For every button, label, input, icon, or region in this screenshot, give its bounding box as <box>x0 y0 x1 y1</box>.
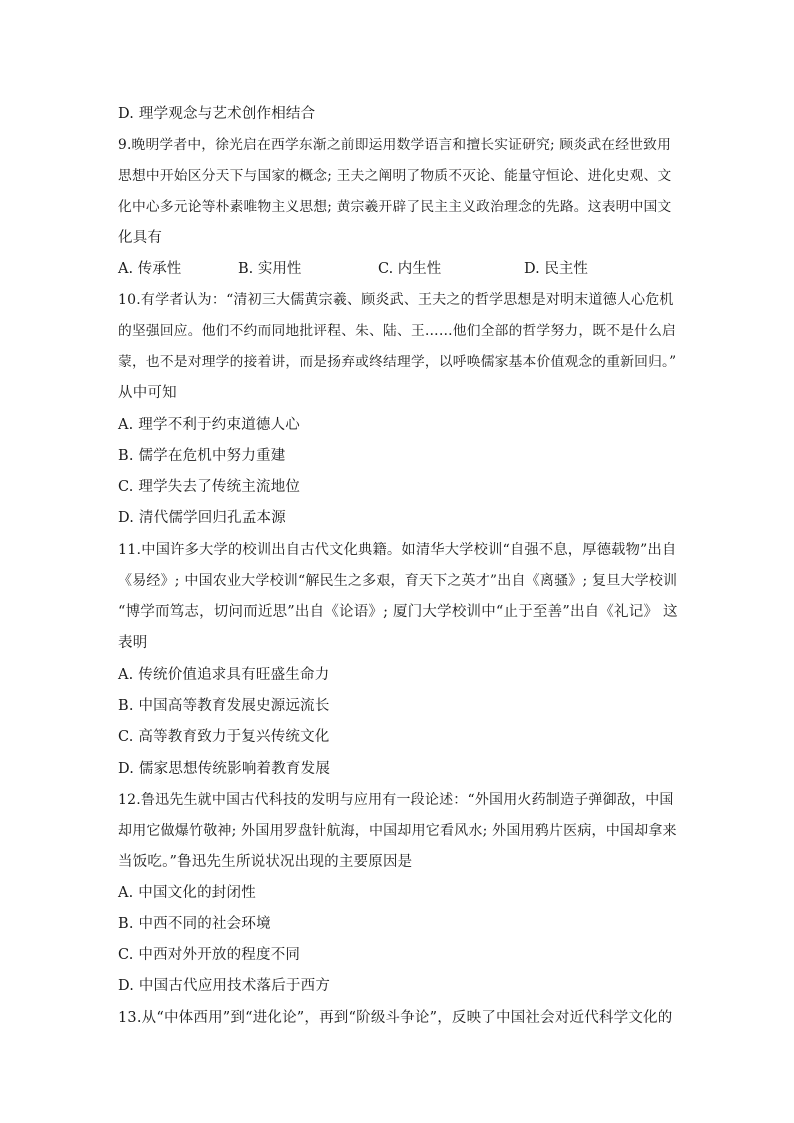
q12-option-c: C. 中西对外开放的程度不同 <box>118 947 301 963</box>
q10-option-b: B. 儒学在危机中努力重建 <box>118 448 286 464</box>
q12-stem-line: 12.鲁迅先生就中国古代科技的发明与应用有一段论述：“外国用火药制造子弹御敌，中国 <box>118 792 674 808</box>
q10-stem-line: 蒙，也不是对理学的接着讲，而是扬弃或终结理学，以呼唤儒家基本价值观念的重新回归。” <box>118 354 677 370</box>
q12-option-b: B. 中西不同的社会环境 <box>118 916 271 932</box>
q12-stem-line: 当饭吃。”鲁迅先生所说状况出现的主要原因是 <box>118 854 413 870</box>
q10-stem-line: 的坚强回应。他们不约而同地批评程、朱、陆、王……他们全部的哲学努力，既不是什么启 <box>118 323 677 339</box>
q10-stem-line: 从中可知 <box>118 385 177 401</box>
q10-option-c: C. 理学失去了传统主流地位 <box>118 479 301 495</box>
q9-option-c: C. 内生性 <box>378 261 442 277</box>
q9-option-a: A. 传承性 <box>118 261 182 277</box>
q11-stem-line: 《易经》; 中国农业大学校训“解民生之多艰，育天下之英才”出自《离骚》; 复旦大学校训 <box>118 573 678 589</box>
q9-options <box>118 260 678 278</box>
q9-option-b: B. 实用性 <box>238 261 302 277</box>
q11-option-a: A. 传统价值追求具有旺盛生命力 <box>118 667 330 683</box>
q11-option-b: B. 中国高等教育发展史源远流长 <box>118 698 330 714</box>
q9-option-d: D. 民主性 <box>524 261 588 277</box>
q12-option-a: A. 中国文化的封闭性 <box>118 885 256 901</box>
q11-stem-line: 11.中国许多大学的校训出自古代文化典籍。如清华大学校训“自强不息，厚德载物”出自 <box>118 542 677 558</box>
q12-option-d: D. 中国古代应用技术落后于西方 <box>118 978 331 994</box>
q9-stem-line: 化中心多元论等朴素唯物主义思想; 黄宗羲开辟了民主主义政治理念的先路。这表明中国文 <box>118 199 672 215</box>
q11-stem-line: 表明 <box>118 635 148 651</box>
q10-option-d: D. 清代儒学回归孔孟本源 <box>118 510 286 526</box>
q10-stem-line: 10.有学者认为：“清初三大儒黄宗羲、顾炎武、王夫之的哲学思想是对明末道德人心危机 <box>118 292 674 308</box>
q11-option-d: D. 儒家思想传统影响着教育发展 <box>118 761 331 777</box>
q11-stem-line: “博学而笃志，切问而近思”出自《论语》; 厦门大学校训中“止于至善”出自《礼记》 这 <box>118 604 678 620</box>
q10-option-a: A. 理学不利于约束道德人心 <box>118 417 300 433</box>
q12-stem-line: 却用它做爆竹敬神; 外国用罗盘针航海，中国却用它看风水; 外国用鸦片医病，中国却拿来 <box>118 823 677 839</box>
q9-stem-line: 化具有 <box>118 230 163 246</box>
q11-option-c: C. 高等教育致力于复兴传统文化 <box>118 729 330 745</box>
q9-stem-line: 9.晚明学者中，徐光启在西学东渐之前即运用数学语言和擅长实证研究; 顾炎武在经世致用 <box>118 137 672 153</box>
q9-stem-line: 思想中开始区分天下与国家的概念; 王夫之阐明了物质不灭论、能量守恒论、进化史观、文 <box>118 168 672 184</box>
q8-option-d: D. 理学观念与艺术创作相结合 <box>118 106 316 122</box>
q13-stem-line: 13.从“中体西用”到“进化论”，再到“阶级斗争论”，反映了中国社会对近代科学文化的 <box>118 1010 673 1026</box>
